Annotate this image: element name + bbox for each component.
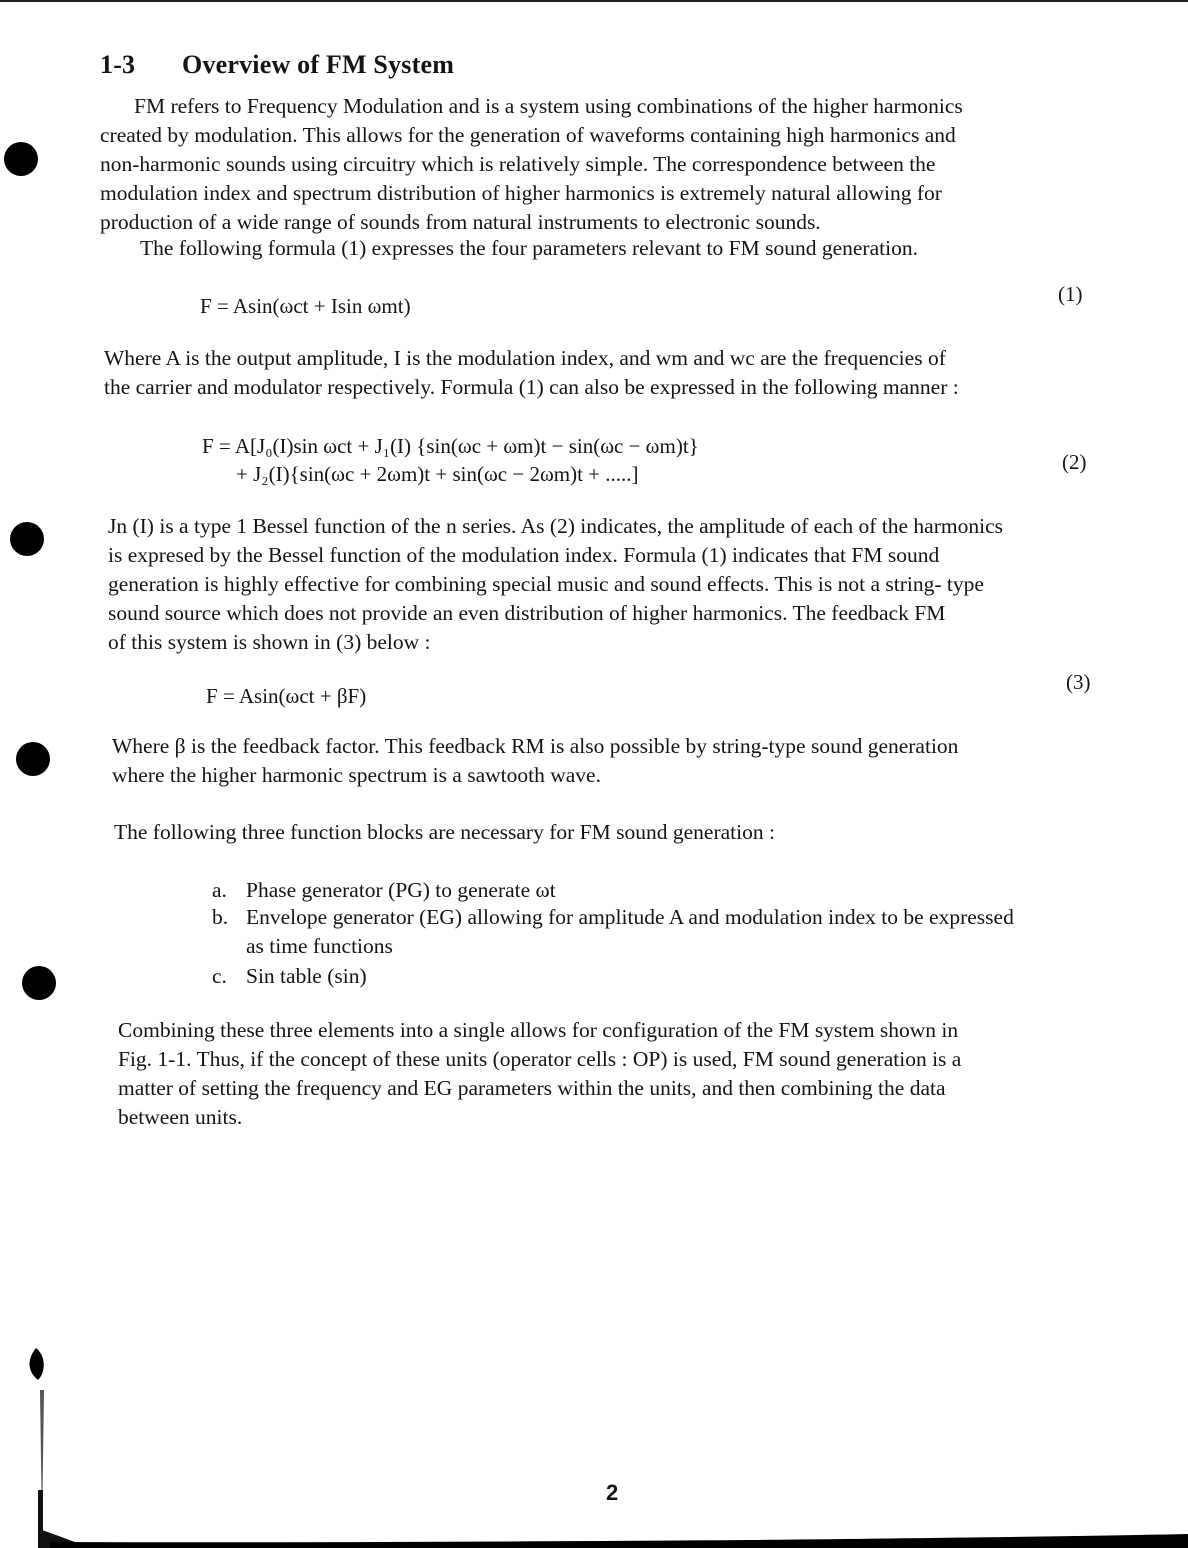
text-line: non-harmonic sounds using circuitry which is relatively simple. The correspondence between the [100, 152, 936, 176]
binder-edge-mark [0, 1330, 80, 1548]
text-line: FM refers to Frequency Modulation and is a system using combinations of the higher harmonics [134, 94, 963, 118]
combining-paragraph [118, 1016, 1102, 1132]
list-marker: a. [212, 878, 227, 902]
section-title: Overview of FM System [182, 50, 455, 79]
text-line: The following formula (1) expresses the four parameters relevant to FM sound generation. [140, 236, 918, 260]
intro-paragraph [100, 92, 1082, 237]
text-line: The following three function blocks are necessary for FM sound generation : [114, 820, 775, 844]
bessel-paragraph [108, 512, 1092, 657]
text-line: Combining these three elements into a single allows for configuration of the FM system shown in [118, 1018, 959, 1042]
text-line: where the higher harmonic spectrum is a sawtooth wave. [112, 763, 601, 787]
equation-number-2: (2) [1062, 450, 1087, 474]
page-number: 2 [606, 1480, 619, 1505]
equation-number-3: (3) [1066, 670, 1091, 694]
text-line: of this system is shown in (3) below : [108, 630, 431, 654]
section-number: 1-3 [100, 50, 136, 79]
list-text: as time functions [246, 934, 393, 958]
text-line: is expresed by the Bessel function of the modulation index. Formula (1) indicates that FM sound [108, 543, 940, 567]
binder-hole [16, 742, 50, 776]
binder-hole [22, 966, 56, 1000]
list-text: Envelope generator (EG) allowing for amplitude A and modulation index to be expressed [246, 905, 1014, 929]
where-a-paragraph [104, 344, 1088, 402]
list-marker: c. [212, 964, 227, 988]
text-line: modulation index and spectrum distribution of higher harmonics is extremely natural allowing for [100, 181, 942, 205]
text-line: the carrier and modulator respectively. Formula (1) can also be expressed in the following manner : [104, 375, 959, 399]
formula-2-line-2: + J₂(I){sin(ωc + 2ωm)t + sin(ωc − 2ωm)t + .....] [236, 462, 639, 486]
list-text: Phase generator (PG) to generate ωt [246, 878, 556, 902]
list-text: Sin table (sin) [246, 964, 367, 988]
formula-intro-paragraph [140, 234, 1040, 263]
binder-hole [4, 142, 38, 176]
text-line: sound source which does not provide an even distribution of higher harmonics. The feedback FM [108, 601, 946, 625]
text-line: created by modulation. This allows for the generation of waveforms containing high harmonics and [100, 123, 956, 147]
binder-hole [10, 522, 44, 556]
equation-number-1: (1) [1058, 282, 1083, 306]
list-item-sin-table [212, 962, 1102, 991]
list-item-phase-generator [212, 876, 1102, 905]
text-line: Fig. 1-1. Thus, if the concept of these units (operator cells : OP) is used, FM sound generation is a [118, 1047, 962, 1071]
formula-1: F = Asin(ωct + Isin ωmt) [200, 294, 411, 318]
text-line: Where β is the feedback factor. This feedback RM is also possible by string-type sound generation [112, 734, 959, 758]
formula-3: F = Asin(ωct + βF) [206, 684, 367, 708]
text-line: Where A is the output amplitude, I is the modulation index, and wm and wc are the frequencies of [104, 346, 946, 370]
formula-2-line-1: F = A[J₀(I)sin ωct + J₁(I) {sin(ωc + ωm)t − sin(ωc − ωm)t} [202, 434, 699, 458]
text-line: Jn (I) is a type 1 Bessel function of the n series. As (2) indicates, the amplitude of each of the harmonics [108, 514, 1003, 538]
list-item-envelope-generator [212, 903, 1102, 961]
text-line: production of a wide range of sounds from natural instruments to electronic sounds. [100, 210, 821, 234]
text-line: between units. [118, 1105, 243, 1129]
scan-bottom-edge [50, 1534, 1188, 1548]
text-line: generation is highly effective for combining special music and sound effects. This is not a string- type [108, 572, 984, 596]
list-marker: b. [212, 905, 229, 929]
blocks-intro-paragraph [114, 818, 1014, 847]
section-heading [100, 50, 454, 80]
where-beta-paragraph [112, 732, 1096, 790]
text-line: matter of setting the frequency and EG parameters within the units, and then combining the data [118, 1076, 946, 1100]
